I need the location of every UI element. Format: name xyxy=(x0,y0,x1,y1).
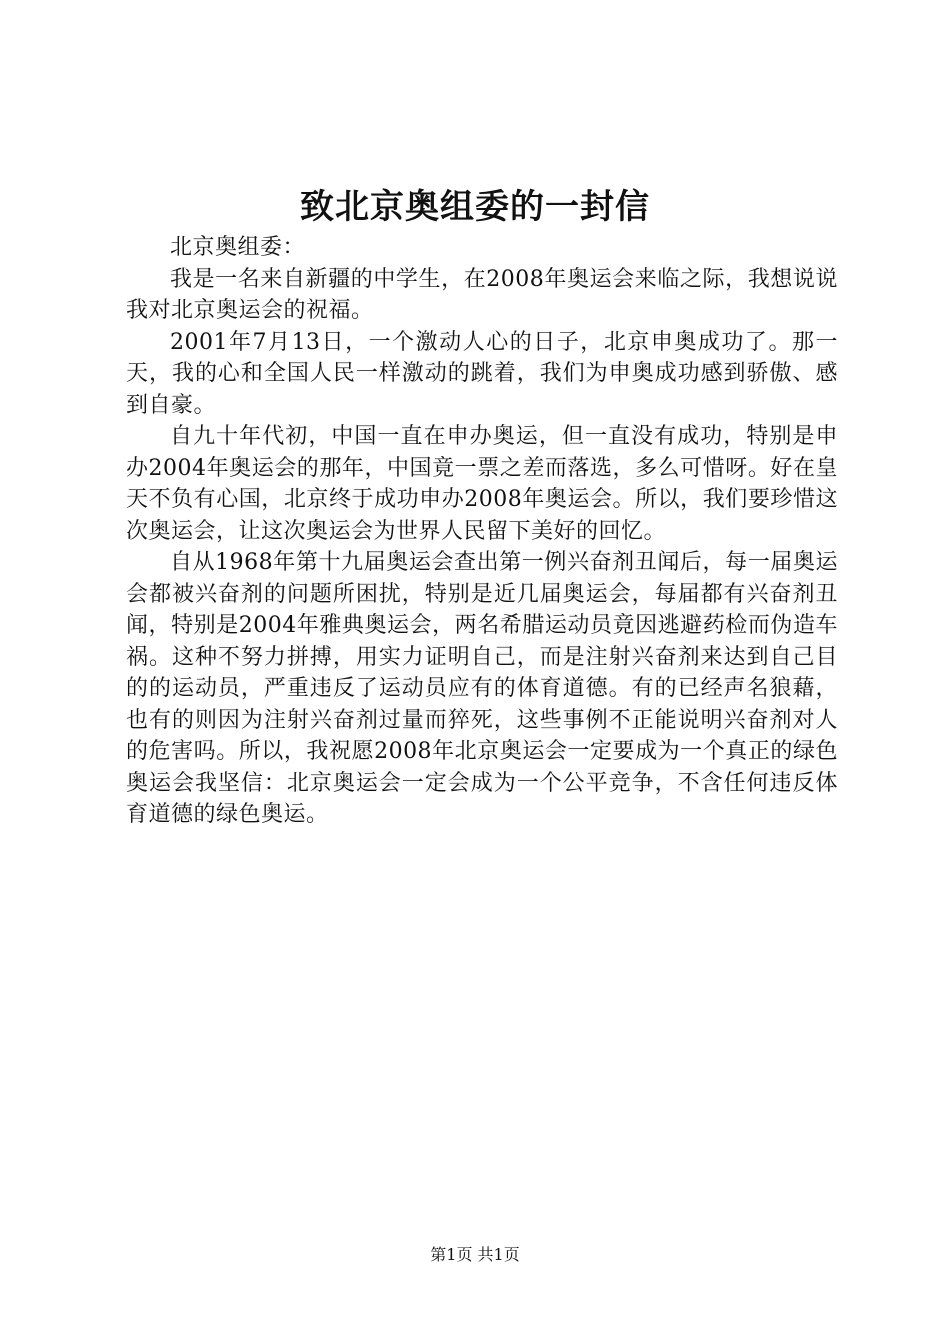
letter-body xyxy=(126,232,838,831)
salutation: 北京奥组委： xyxy=(170,235,306,260)
page-footer: 第1页 共1页 xyxy=(430,1245,520,1264)
paragraph: 自从1968年第十九届奥运会查出第一例兴奋剂丑闻后，每一届奥运会都被兴奋剂的问题所困扰，特别是近几届奥运会，每届都有兴奋剂丑闻，特别是2004年雅典奥运会，两名希腊运动员竟因逃避药检而伪造车祸。这种不努力拼搏，用实力证明自己，而是注射兴奋剂来达到自己目的的运动员，严重违反了运动员应有的体育道德。有的已经声名狼藉，也有的则因为注射兴奋剂过量而猝死，这些事例不正能说明兴奋剂对人的危害吗。所以，我祝愿2008年北京奥运会一定要成为一个真正的绿色奥运会我坚信：北京奥运会一定会成为一个公平竞争，不含任何违反体育道德的绿色奥运。 xyxy=(126,550,838,827)
document-title: 致北京奥组委的一封信 xyxy=(300,187,650,227)
paragraph: 2001年7月13日，一个激动人心的日子，北京申奥成功了。那一天，我的心和全国人民一样激动的跳着，我们为申奥成功感到骄傲、感到自豪。 xyxy=(126,329,838,418)
paragraph: 我是一名来自新疆的中学生，在2008年奥运会来临之际，我想说说我对北京奥运会的祝福。 xyxy=(126,266,838,323)
paragraph: 自九十年代初，中国一直在申办奥运，但一直没有成功，特别是申办2004年奥运会的那年，中国竟一票之差而落选，多么可惜呀。好在皇天不负有心国，北京终于成功申办2008年奥运会。所以，我们要珍惜这次奥运会，让这次奥运会为世界人民留下美好的回忆。 xyxy=(126,424,838,544)
